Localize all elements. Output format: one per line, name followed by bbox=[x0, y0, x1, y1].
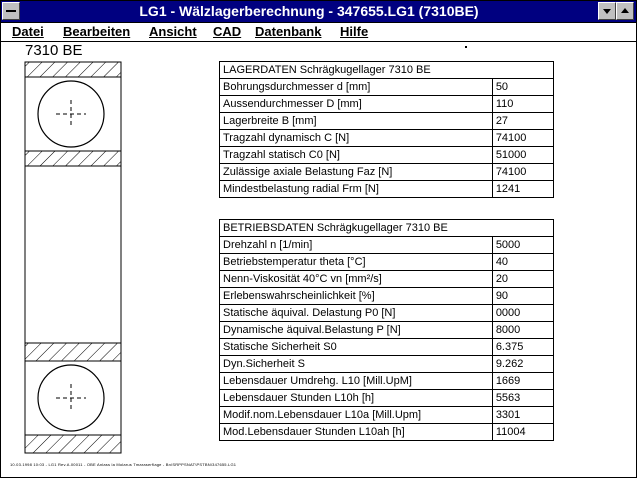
table-row bbox=[220, 356, 554, 373]
row-label: Zulässige axiale Belastung Faz [N] bbox=[220, 164, 493, 181]
bearing-top-section bbox=[25, 62, 121, 166]
row-label: Dynamische äquival.Belastung P [N] bbox=[220, 322, 493, 339]
table-row bbox=[220, 339, 554, 356]
table-row bbox=[220, 407, 554, 424]
table-row bbox=[220, 96, 554, 113]
table-row bbox=[220, 322, 554, 339]
menu-hilfe[interactable] bbox=[340, 24, 368, 39]
row-label: Tragzahl dynamisch C [N] bbox=[220, 130, 493, 147]
table-row bbox=[220, 305, 554, 322]
table-row bbox=[220, 164, 554, 181]
bearing-cross-section-drawing bbox=[1, 1, 216, 461]
table-row bbox=[220, 390, 554, 407]
row-label: Statische äquival. Delastung P0 [N] bbox=[220, 305, 493, 322]
betriebsdaten-header: BETRIEBSDATEN Schrägkugellager 7310 BE bbox=[220, 220, 554, 237]
menu-hilfe-label: Hilfe bbox=[340, 24, 369, 39]
row-label: Modif.nom.Lebensdauer L10a [Mill.Upm] bbox=[220, 407, 493, 424]
row-label: Drehzahl n [1/min] bbox=[220, 237, 493, 254]
menu-datenbank[interactable] bbox=[255, 24, 321, 39]
row-label: Aussendurchmesser D [mm] bbox=[220, 96, 493, 113]
table-row bbox=[220, 181, 554, 198]
footer-info-line: 10.03.1998 10:03 - LG1 Rev.A.00011 - OBE Anlass la Molarus Tmaraserflage - Bn\SRPPSNAT\PSTBN\347655.LG1 bbox=[10, 462, 237, 467]
bearing-model-label: 7310 BE bbox=[25, 42, 83, 59]
row-label: Betriebstemperatur theta [°C] bbox=[220, 254, 493, 271]
bearing-bottom-section bbox=[25, 343, 121, 453]
table-row bbox=[220, 254, 554, 271]
menu-cad[interactable] bbox=[213, 24, 241, 39]
menu-cad-label: CAD bbox=[213, 24, 242, 39]
row-label: Tragzahl statisch C0 [N] bbox=[220, 147, 493, 164]
row-label: Bohrungsdurchmesser d [mm] bbox=[220, 79, 493, 96]
table-header-row bbox=[220, 220, 554, 237]
row-label: Mod.Lebensdauer Stunden L10ah [h] bbox=[220, 424, 493, 441]
row-label: Nenn-Viskosität 40°C vn [mm²/s] bbox=[220, 271, 493, 288]
table-row bbox=[220, 271, 554, 288]
stray-dot bbox=[465, 46, 467, 48]
maximize-icon[interactable] bbox=[616, 2, 634, 20]
row-label: Mindestbelastung radial Frm [N] bbox=[220, 181, 493, 198]
lagerdaten-table bbox=[219, 61, 554, 198]
table-row bbox=[220, 424, 554, 441]
row-value: 9.262 bbox=[492, 356, 553, 373]
window-title: LG1 - Wälzlagerberechnung - 347655.LG1 (7310BE) bbox=[139, 3, 479, 19]
row-label: Dyn.Sicherheit S bbox=[220, 356, 493, 373]
row-value: 0000 bbox=[492, 305, 553, 322]
row-value: 90 bbox=[492, 288, 553, 305]
row-value: 51000 bbox=[492, 147, 553, 164]
table-row bbox=[220, 373, 554, 390]
row-value: 74100 bbox=[492, 164, 553, 181]
row-value: 5563 bbox=[492, 390, 553, 407]
table-row bbox=[220, 237, 554, 254]
row-value: 110 bbox=[492, 96, 553, 113]
row-value: 50 bbox=[492, 79, 553, 96]
row-label: Lagerbreite B [mm] bbox=[220, 113, 493, 130]
row-value: 3301 bbox=[492, 407, 553, 424]
row-value: 40 bbox=[492, 254, 553, 271]
menu-ansicht-label: Ansicht bbox=[149, 24, 197, 39]
row-value: 5000 bbox=[492, 237, 553, 254]
row-value: 8000 bbox=[492, 322, 553, 339]
table-row bbox=[220, 288, 554, 305]
table-row bbox=[220, 147, 554, 164]
row-value: 74100 bbox=[492, 130, 553, 147]
menu-bearbeiten-label: Bearbeiten bbox=[63, 24, 131, 39]
row-label: Lebensdauer Umdrehg. L10 [Mill.UpM] bbox=[220, 373, 493, 390]
row-value: 1669 bbox=[492, 373, 553, 390]
row-label: Erlebenswahrscheinlichkeit [%] bbox=[220, 288, 493, 305]
betriebsdaten-table bbox=[219, 219, 554, 441]
table-row bbox=[220, 113, 554, 130]
menu-datei-label: Datei bbox=[12, 24, 44, 39]
lagerdaten-header: LAGERDATEN Schrägkugellager 7310 BE bbox=[220, 62, 554, 79]
row-label: Statische Sicherheit S0 bbox=[220, 339, 493, 356]
row-value: 27 bbox=[492, 113, 553, 130]
row-label: Lebensdauer Stunden L10h [h] bbox=[220, 390, 493, 407]
menu-datenbank-label: Datenbank bbox=[255, 24, 322, 39]
table-row bbox=[220, 79, 554, 96]
table-row bbox=[220, 130, 554, 147]
row-value: 1241 bbox=[492, 181, 553, 198]
table-header-row bbox=[220, 62, 554, 79]
row-value: 11004 bbox=[492, 424, 553, 441]
minimize-icon[interactable] bbox=[598, 2, 616, 20]
row-value: 6.375 bbox=[492, 339, 553, 356]
row-value: 20 bbox=[492, 271, 553, 288]
